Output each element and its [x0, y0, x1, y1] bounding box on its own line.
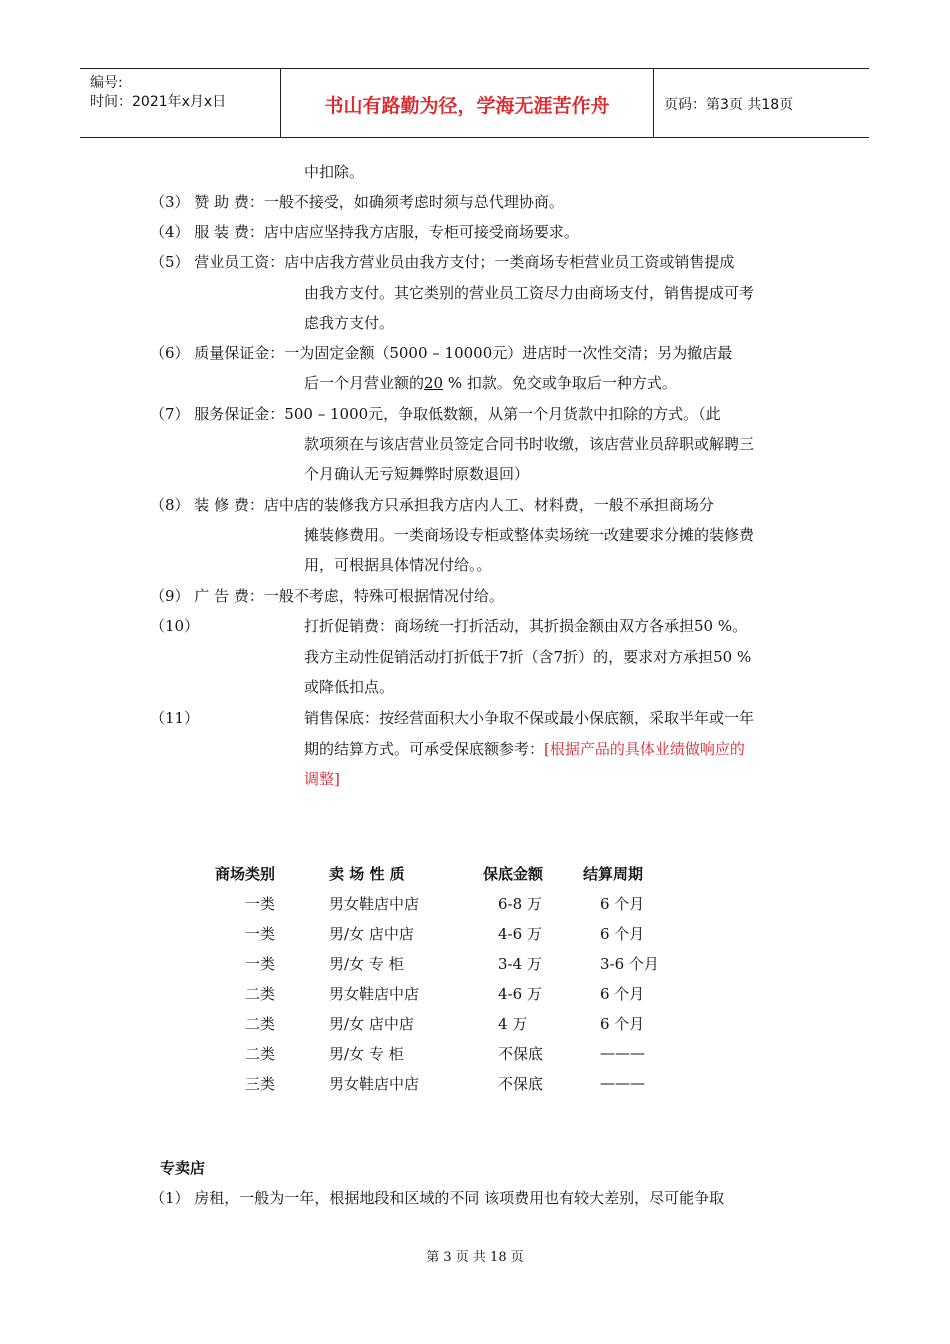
cell-guarantee: 不保底	[498, 1044, 544, 1063]
section-title: 专卖店	[160, 1159, 206, 1177]
col-header-store-type: 卖 场 性 质	[329, 864, 405, 883]
table-row	[215, 1038, 683, 1068]
body-line: 或降低扣点。	[304, 678, 395, 696]
body-line: 虑我方支付。	[304, 314, 395, 332]
cell-mall-class: 二类	[245, 1014, 276, 1033]
table-row	[215, 918, 683, 948]
table-row	[215, 1008, 683, 1038]
table-row	[215, 978, 683, 1008]
cell-store-type: 男/女 店中店	[329, 1014, 414, 1033]
item-service-deposit: （7） 服务保证金：500 – 1000元，争取低数额，从第一个月货款中扣除的方式。（此	[150, 405, 721, 423]
item-advertising: （9） 广 告 费：一般不考虑，特殊可根据情况付给。	[150, 587, 504, 605]
cell-mall-class: 二类	[245, 984, 276, 1003]
cell-store-type: 男/女 店中店	[329, 924, 414, 943]
body-line: 由我方支付。其它类别的营业员工资尽力由商场支付，销售提成可考	[304, 284, 755, 302]
table-row	[215, 888, 683, 918]
table-row	[215, 1068, 683, 1098]
cell-guarantee: 4-6 万	[498, 984, 542, 1003]
item-decoration: （8） 装 修 费：店中店的装修我方只承担我方店内人工、材料费，一般不承担商场分	[150, 496, 714, 514]
document-number: 编号:	[90, 75, 123, 91]
header-info-cell	[80, 69, 281, 137]
body-line: 个月确认无亏短舞弊时原数退回）	[304, 465, 530, 483]
cell-period: 6 个月	[600, 1014, 645, 1033]
col-header-guarantee: 保底金额	[483, 864, 544, 883]
cell-guarantee: 4-6 万	[498, 924, 542, 943]
cell-mall-class: 二类	[245, 1044, 276, 1063]
cell-store-type: 男/女 专 柜	[329, 954, 404, 973]
cell-store-type: 男女鞋店中店	[329, 894, 420, 913]
body-line: 款项须在与该店营业员签定合同书时收缴，该店营业员辞职或解聘三	[304, 435, 755, 453]
table-row	[215, 948, 683, 978]
cell-store-type: 男女鞋店中店	[329, 984, 420, 1003]
item-number-11: （11）	[150, 709, 200, 727]
item-rent: （1） 房租，一般为一年，根据地段和区域的不同 该项费用也有较大差别，尽可能争取	[150, 1189, 725, 1207]
item-discount-promo: 打折促销费：商场统一打折活动，其折损金额由双方各承担50 %。	[304, 617, 748, 635]
cell-period: ———	[600, 1074, 645, 1092]
body-line	[304, 373, 677, 393]
cell-guarantee: 不保底	[498, 1074, 544, 1093]
item-uniform: （4） 服 装 费：店中店应坚持我方店服，专柜可接受商场要求。	[150, 223, 579, 241]
body-text: 后一个月营业额的	[304, 374, 425, 392]
page-footer: 第 3 页 共 18 页	[426, 1250, 524, 1265]
item-quality-deposit: （6） 质量保证金：一为固定金额（5000 – 10000元）进店时一次性交清；另为撤店最	[150, 344, 733, 362]
cell-guarantee: 6-8 万	[498, 894, 542, 913]
cell-period: 3-6 个月	[600, 954, 659, 973]
col-header-mall-class: 商场类别	[215, 864, 276, 883]
guarantee-table	[215, 858, 683, 1098]
cell-store-type: 男女鞋店中店	[329, 1074, 420, 1093]
header-page-cell	[654, 69, 869, 137]
body-text: % 扣款。免交或争取后一种方式。	[443, 374, 677, 392]
body-line: 用，可根据具体情况付给。。	[304, 556, 492, 574]
table-header-row	[215, 858, 683, 888]
red-note: 调整]	[304, 770, 340, 788]
body-line: 摊装修费用。一类商场设专柜或整体卖场统一改建要求分摊的装修费	[304, 526, 755, 544]
col-header-period: 结算周期	[583, 864, 644, 883]
item-number-10: （10）	[150, 617, 200, 635]
cell-period: ———	[600, 1044, 645, 1062]
cell-period: 6 个月	[600, 984, 645, 1003]
underlined-value: 20	[424, 374, 444, 392]
item-sales-guarantee: 销售保底：按经营面积大小争取不保或最小保底额，采取半年或一年	[304, 709, 755, 727]
item-staff-wage: （5） 营业员工资：店中店我方营业员由我方支付；一类商场专柜营业员工资或销售提成	[150, 253, 735, 271]
header-motto-cell	[281, 69, 654, 137]
table-body	[215, 888, 683, 1098]
cell-mall-class: 一类	[245, 894, 276, 913]
cell-guarantee: 3-4 万	[498, 954, 542, 973]
motto: 书山有路勤为径，学海无涯苦作舟	[324, 95, 610, 117]
document-date: 时间：2021年x月x日	[90, 94, 227, 110]
cell-period: 6 个月	[600, 894, 645, 913]
cell-store-type: 男/女 专 柜	[329, 1044, 404, 1063]
body-line: 中扣除。	[304, 163, 365, 181]
cell-mall-class: 一类	[245, 924, 276, 943]
page-indicator: 页码：第3页 共18页	[664, 97, 794, 113]
cell-period: 6 个月	[600, 924, 645, 943]
cell-guarantee: 4 万	[498, 1014, 528, 1033]
body-text: 期的结算方式。可承受保底额参考：	[304, 740, 545, 758]
cell-mall-class: 一类	[245, 954, 276, 973]
red-note: [根据产品的具体业绩做响应的	[544, 740, 745, 758]
body-line: 我方主动性促销活动打折低于7折（含7折）的，要求对方承担50 %	[304, 648, 752, 666]
body-line	[304, 739, 745, 759]
cell-mall-class: 三类	[245, 1074, 276, 1093]
page-header	[80, 68, 869, 138]
item-sponsorship: （3） 赞 助 费：一般不接受，如确须考虑时须与总代理协商。	[150, 193, 564, 211]
